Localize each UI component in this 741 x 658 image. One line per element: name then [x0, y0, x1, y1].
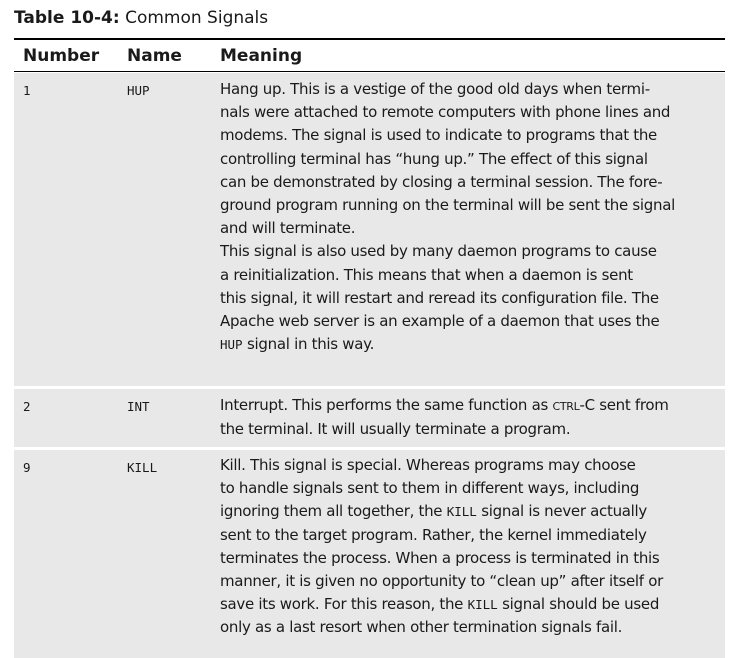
signal-number: 9	[23, 460, 31, 475]
signal-meaning	[220, 78, 725, 356]
signal-number: 1	[23, 83, 31, 98]
header-number: Number	[23, 46, 100, 66]
meaning-line: Apache web server is an example of a daemon that uses the	[220, 312, 660, 331]
table-caption	[14, 6, 268, 30]
header-name: Name	[127, 46, 182, 66]
inline-code: KILL	[446, 504, 477, 520]
meaning-line: this signal, it will restart and reread its configuration file. The	[220, 288, 659, 307]
inline-code: KILL	[467, 597, 498, 613]
signal-meaning	[220, 454, 725, 640]
table-row	[14, 389, 725, 447]
key-label: CTRL	[552, 400, 580, 413]
table-top-rule	[14, 38, 725, 40]
meaning-line: HUP signal in this way.	[220, 335, 375, 354]
caption-label: Table 10-4:	[14, 8, 120, 28]
signal-name: KILL	[127, 460, 158, 475]
meaning-line: save its work. For this reason, the KILL signal should be used	[220, 595, 660, 614]
meaning-line: manner, it is given no opportunity to “clean up” after itself or	[220, 572, 663, 591]
signal-meaning	[220, 394, 725, 441]
signal-name: INT	[127, 399, 150, 414]
meaning-line: only as a last resort when other termination signals fail.	[220, 618, 623, 637]
signal-number: 2	[23, 399, 31, 414]
meaning-line: Hang up. This is a vestige of the good old days when termi-	[220, 80, 650, 98]
caption-title: Common Signals	[125, 8, 269, 28]
meaning-line: and will terminate.	[220, 219, 356, 238]
meaning-line: Kill. This signal is special. Whereas programs may choose	[220, 456, 636, 474]
meaning-line: to handle signals sent to them in different ways, including	[220, 479, 640, 498]
meaning-line: can be demonstrated by closing a terminal session. The fore-	[220, 172, 663, 191]
table-row	[14, 73, 725, 386]
meaning-line: sent to the target program. Rather, the kernel immediately	[220, 525, 647, 544]
meaning-line: controlling terminal has “hung up.” The effect of this signal	[220, 149, 648, 168]
meaning-line: modems. The signal is used to indicate to programs that the	[220, 126, 657, 145]
meaning-line: ignoring them all together, the KILL signal is never actually	[220, 502, 647, 521]
meaning-line: ground program running on the terminal will be sent the signal	[220, 196, 675, 215]
meaning-line: This signal is also used by many daemon programs to cause	[220, 242, 657, 261]
table-row	[14, 450, 725, 658]
signal-name: HUP	[127, 83, 150, 98]
inline-code: HUP	[220, 337, 243, 353]
meaning-line: the terminal. It will usually terminate a program.	[220, 420, 571, 439]
meaning-line: nals were attached to remote computers with phone lines and	[220, 103, 671, 122]
header-meaning: Meaning	[220, 46, 303, 66]
meaning-line: terminates the process. When a process is terminated in this	[220, 548, 660, 567]
meaning-line: Interrupt. This performs the same function as CTRL-C sent from	[220, 396, 669, 414]
header-rule	[14, 71, 725, 72]
meaning-line: a reinitialization. This means that when a daemon is sent	[220, 265, 633, 284]
